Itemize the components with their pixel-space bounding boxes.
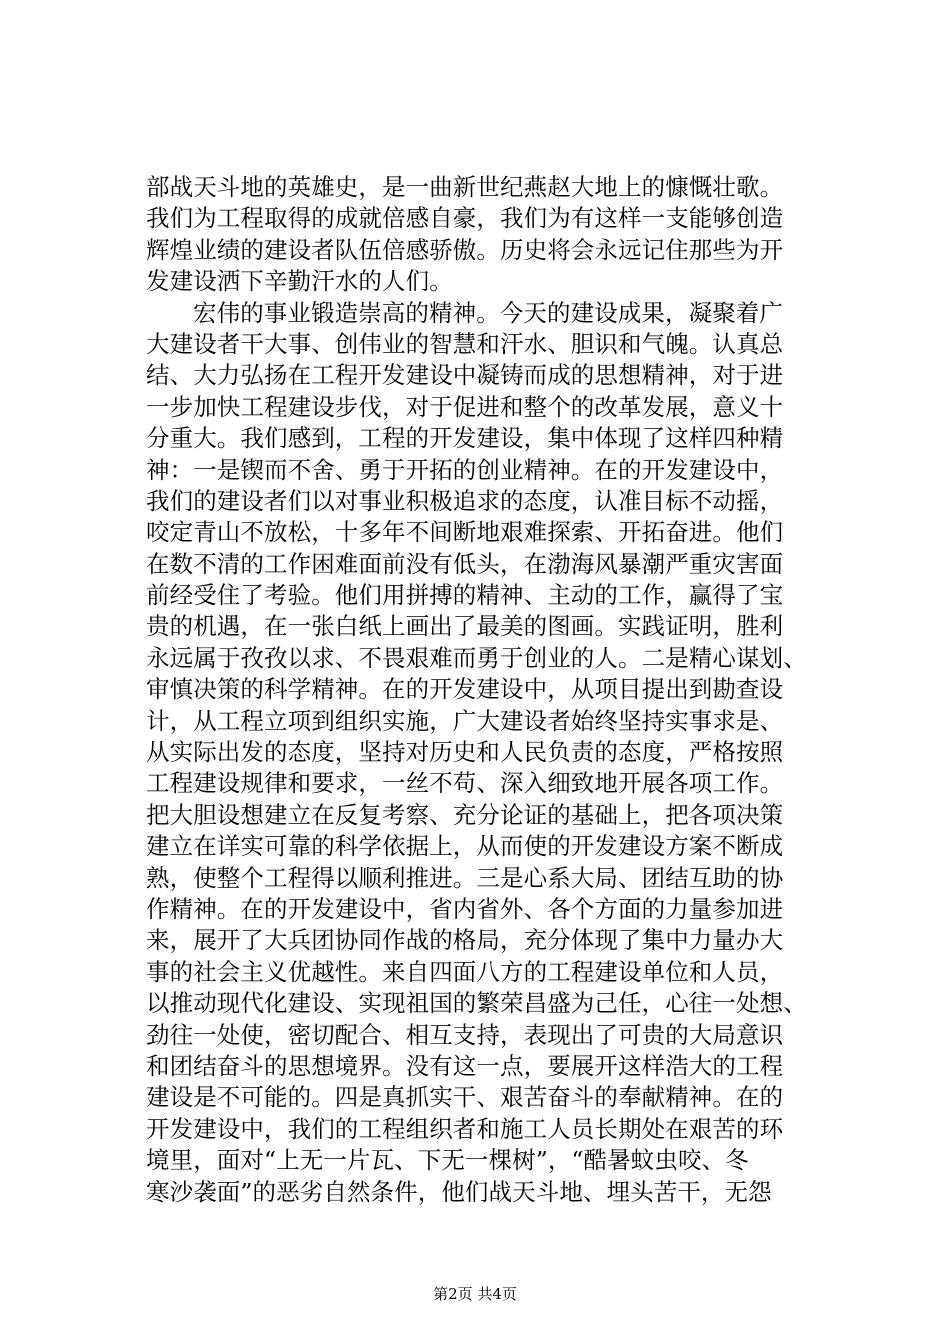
text-line: 作精神。在的开发建设中，省内省外、各个方面的力量参加进	[146, 894, 784, 923]
text-line: 结、大力弘扬在工程开发建设中凝铸而成的思想精神，对于进	[146, 361, 784, 390]
text-line: 把大胆设想建立在反复考察、充分论证的基础上，把各项决策	[146, 800, 784, 829]
text-line: 来，展开了大兵团协同作战的格局，充分体现了集中力量办大	[146, 926, 784, 955]
text-line: 发建设洒下辛勤汗水的人们。	[146, 267, 453, 296]
text-line: 事的社会主义优越性。来自四面八方的工程建设单位和人员，	[146, 957, 784, 986]
text-line: 一步加快工程建设步伐，对于促进和整个的改革发展，意义十	[146, 392, 784, 421]
text-line: 永远属于孜孜以求、不畏艰难而勇于创业的人。二是精心谋划、	[146, 643, 807, 672]
body-text	[146, 172, 836, 1208]
page-footer: 第2页 共4页	[433, 1285, 517, 1303]
text-line: 分重大。我们感到，工程的开发建设，集中体现了这样四种精	[146, 424, 784, 453]
text-line: 贵的机遇，在一张白纸上画出了最美的图画。实践证明，胜利	[146, 612, 784, 641]
text-line: 开发建设中，我们的工程组织者和施工人员长期处在艰苦的环	[146, 1114, 784, 1143]
text-line: 工程建设规律和要求，一丝不苟、深入细致地开展各项工作。	[146, 769, 784, 798]
text-line: 从实际出发的态度，坚持对历史和人民负责的态度，严格按照	[146, 738, 784, 767]
text-line: 劲往一处使，密切配合、相互支持，表现出了可贵的大局意识	[146, 1020, 784, 1049]
text-line-paragraph-start: 宏伟的事业锻造崇高的精神。今天的建设成果，凝聚着广	[193, 298, 783, 327]
text-line: 和团结奋斗的思想境界。没有这一点，要展开这样浩大的工程	[146, 1051, 784, 1080]
text-line: 计，从工程立项到组织实施，广大建设者始终坚持实事求是、	[146, 706, 784, 735]
text-line: 在数不清的工作困难面前没有低头，在渤海风暴潮严重灾害面	[146, 549, 784, 578]
text-line: 我们为工程取得的成就倍感自豪，我们为有这样一支能够创造	[146, 204, 784, 233]
text-line: 我们的建设者们以对事业积极追求的态度，认准目标不动摇，	[146, 486, 784, 515]
text-line: 寒沙袭面”的恶劣自然条件，他们战天斗地、埋头苦干，无怨	[146, 1177, 772, 1206]
text-line: 审慎决策的科学精神。在的开发建设中，从项目提出到勘查设	[146, 675, 784, 704]
text-line: 熟，使整个工程得以顺利推进。三是心系大局、团结互助的协	[146, 863, 784, 892]
text-line: 以推动现代化建设、实现祖国的繁荣昌盛为己任，心往一处想、	[146, 989, 807, 1018]
text-line: 境里，面对“上无一片瓦、下无一棵树”，“酷暑蚊虫咬、冬	[146, 1146, 749, 1175]
text-line: 辉煌业绩的建设者队伍倍感骄傲。历史将会永远记住那些为开	[146, 235, 784, 264]
text-line: 前经受住了考验。他们用拼搏的精神、主动的工作，赢得了宝	[146, 581, 784, 610]
text-line: 部战天斗地的英雄史，是一曲新世纪燕赵大地上的慷慨壮歌。	[146, 173, 784, 201]
text-line: 建立在详实可靠的科学依据上，从而使的开发建设方案不断成	[146, 832, 784, 861]
text-line: 神：一是锲而不舍、勇于开拓的创业精神。在的开发建设中，	[146, 455, 784, 484]
text-line: 建设是不可能的。四是真抓实干、艰苦奋斗的奉献精神。在的	[146, 1083, 784, 1112]
text-line: 大建设者干大事、创伟业的智慧和汗水、胆识和气魄。认真总	[146, 329, 784, 358]
text-line: 咬定青山不放松，十多年不间断地艰难探索、开拓奋进。他们	[146, 518, 784, 547]
